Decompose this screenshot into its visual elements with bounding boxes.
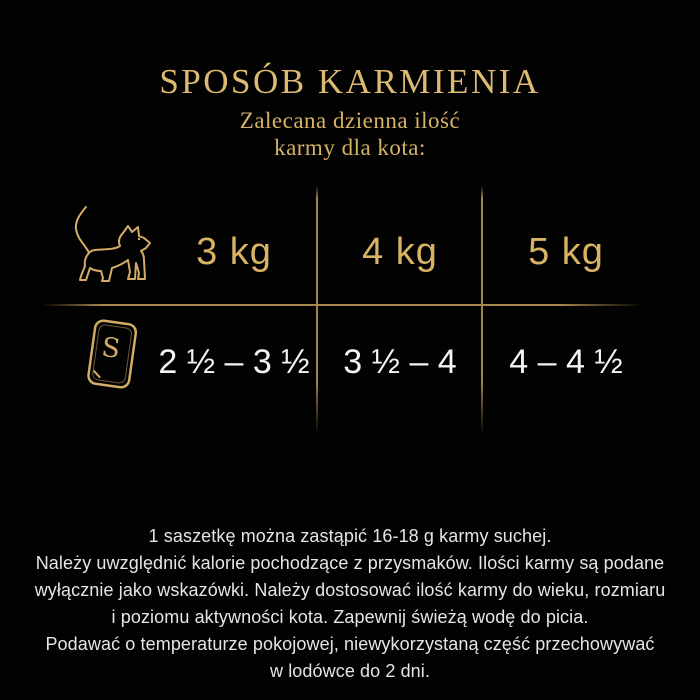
weight-header-5kg: 5 kg <box>528 231 604 273</box>
subtitle-line-1: Zalecana dzienna ilość <box>239 108 461 133</box>
portion-5kg: 4 – 4 ½ <box>509 343 623 381</box>
sachet-icon <box>83 316 141 394</box>
table-horizontal-divider <box>42 304 644 306</box>
note-line-3: wyłącznie jako wskazówki. Należy dostosować ilość karmy do wieku, rozmiaru <box>34 580 666 600</box>
sachet-letter: S <box>99 331 123 365</box>
subtitle-line-2: karmy dla kota: <box>274 135 426 160</box>
portion-3kg: 2 ½ – 3 ½ <box>158 343 310 381</box>
weight-header-3kg: 3 kg <box>196 231 272 273</box>
note-line-4: i poziomu aktywności kota. Zapewnij świeżą wodę do picia. <box>111 607 589 627</box>
portion-4kg: 3 ½ – 4 <box>343 343 457 381</box>
table-vertical-divider-2 <box>481 186 483 435</box>
note-line-2: Należy uwzględnić kalorie pochodzące z przysmaków. Ilości karmy są podane <box>35 553 665 573</box>
note-line-1: 1 saszetkę można zastąpić 16-18 g karmy suchej. <box>148 526 552 546</box>
page-title: SPOSÓB KARMIENIA <box>159 62 541 101</box>
feeding-notes <box>0 523 700 685</box>
page-subtitle <box>0 107 700 161</box>
note-line-5: Podawać o temperaturze pokojowej, niewykorzystaną część przechowywać <box>45 634 655 654</box>
note-line-6: w lodówce do 2 dni. <box>270 661 430 681</box>
table-vertical-divider-1 <box>316 186 318 435</box>
weight-header-4kg: 4 kg <box>362 231 438 273</box>
